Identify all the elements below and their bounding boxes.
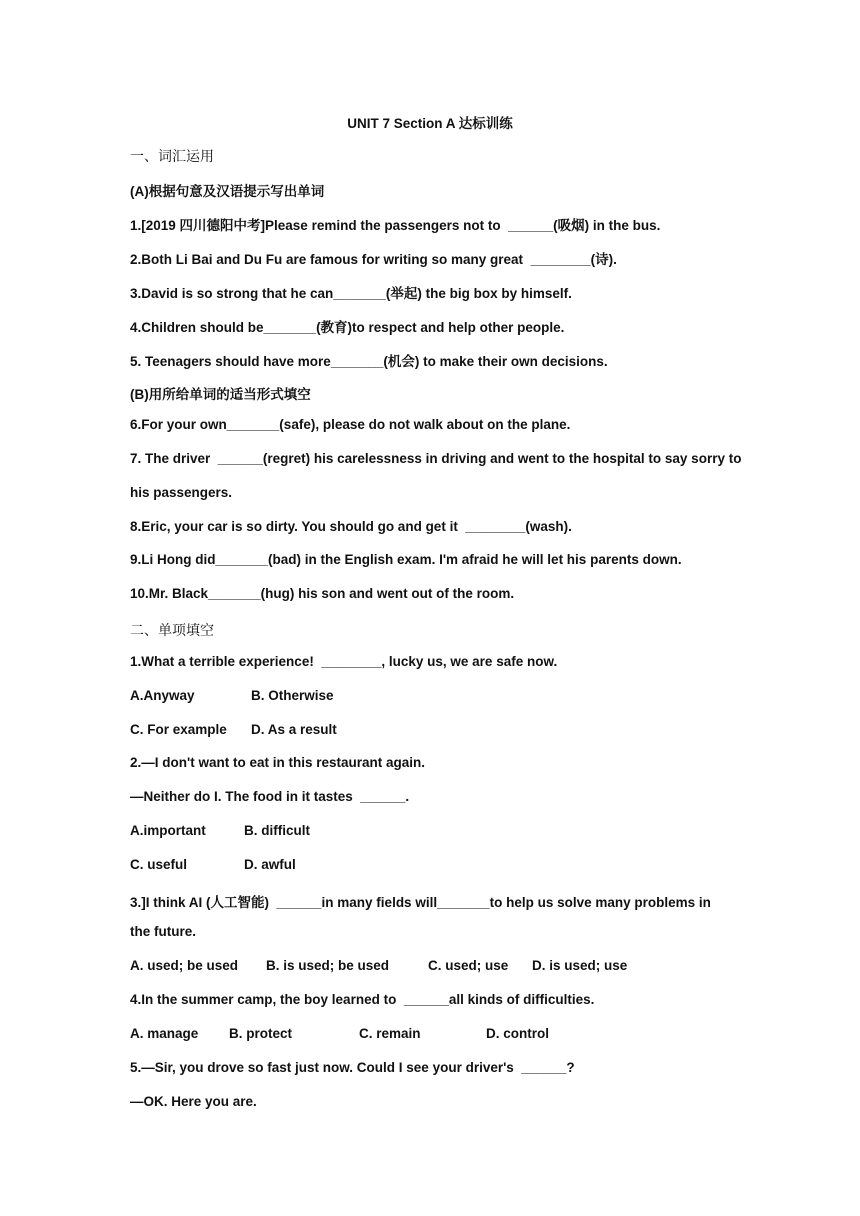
vocab-question-3: 3.David is so strong that he can_______(举起) the big box by himself. xyxy=(130,286,572,301)
section1-heading: 一、词汇运用 xyxy=(130,148,214,164)
choice-2-option-a: A.important xyxy=(130,823,206,838)
vocab-question-7-continued: his passengers. xyxy=(130,485,233,500)
choice-question-5-reply: —OK. Here you are. xyxy=(130,1094,257,1109)
choice-4-option-c: C. remain xyxy=(359,1026,421,1041)
section2-heading: 二、单项填空 xyxy=(130,622,214,638)
choice-3-option-a: A. used; be used xyxy=(130,958,239,973)
choice-3-option-b: B. is used; be used xyxy=(266,958,390,973)
choice-2-option-d: D. awful xyxy=(244,857,296,872)
vocab-question-5: 5. Teenagers should have more_______(机会) to make their own decisions. xyxy=(130,354,608,369)
vocab-question-6: 6.For your own_______(safe), please do not walk about on the plane. xyxy=(130,417,571,432)
choice-1-option-d: D. As a result xyxy=(251,722,337,737)
section1-part-b-instruction: (B)用所给单词的适当形式填空 xyxy=(130,387,311,402)
choice-question-2: 2.—I don't want to eat in this restaurant again. xyxy=(130,755,425,770)
choice-question-2-reply: —Neither do I. The food in it tastes ______. xyxy=(130,789,410,804)
choice-4-option-a: A. manage xyxy=(130,1026,199,1041)
vocab-question-10: 10.Mr. Black_______(hug) his son and went out of the room. xyxy=(130,586,515,601)
choice-2-option-c: C. useful xyxy=(130,857,188,872)
choice-question-3: 3.]I think AI (人工智能) ______in many fields will_______to help us solve many problems in xyxy=(130,895,711,910)
choice-3-option-c: C. used; use xyxy=(428,958,509,973)
choice-1-option-b: B. Otherwise xyxy=(251,688,334,703)
vocab-question-1: 1.[2019 四川德阳中考]Please remind the passengers not to ______(吸烟) in the bus. xyxy=(130,218,661,233)
choice-question-1: 1.What a terrible experience! ________, lucky us, we are safe now. xyxy=(130,654,558,669)
choice-1-option-a: A.Anyway xyxy=(130,688,195,703)
vocab-question-9: 9.Li Hong did_______(bad) in the English exam. I'm afraid he will let his parents down. xyxy=(130,552,682,567)
vocab-question-8: 8.Eric, your car is so dirty. You should go and get it ________(wash). xyxy=(130,519,572,534)
choice-question-4: 4.In the summer camp, the boy learned to ______all kinds of difficulties. xyxy=(130,992,595,1007)
section1-part-a-instruction: (A)根据句意及汉语提示写出单词 xyxy=(130,184,325,199)
choice-1-option-c: C. For example xyxy=(130,722,227,737)
choice-question-5: 5.—Sir, you drove so fast just now. Could I see your driver's ______? xyxy=(130,1060,575,1075)
choice-question-3-continued: the future. xyxy=(130,924,196,939)
choice-3-option-d: D. is used; use xyxy=(532,958,628,973)
vocab-question-2: 2.Both Li Bai and Du Fu are famous for writing so many great ________(诗). xyxy=(130,252,617,267)
vocab-question-7: 7. The driver ______(regret) his carelessness in driving and went to the hospital to say sorry to xyxy=(130,451,742,466)
choice-4-option-d: D. control xyxy=(486,1026,549,1041)
choice-2-option-b: B. difficult xyxy=(244,823,310,838)
vocab-question-4: 4.Children should be_______(教育)to respect and help other people. xyxy=(130,320,565,335)
choice-4-option-b: B. protect xyxy=(229,1026,293,1041)
page-title: UNIT 7 Section A 达标训练 xyxy=(347,116,513,131)
